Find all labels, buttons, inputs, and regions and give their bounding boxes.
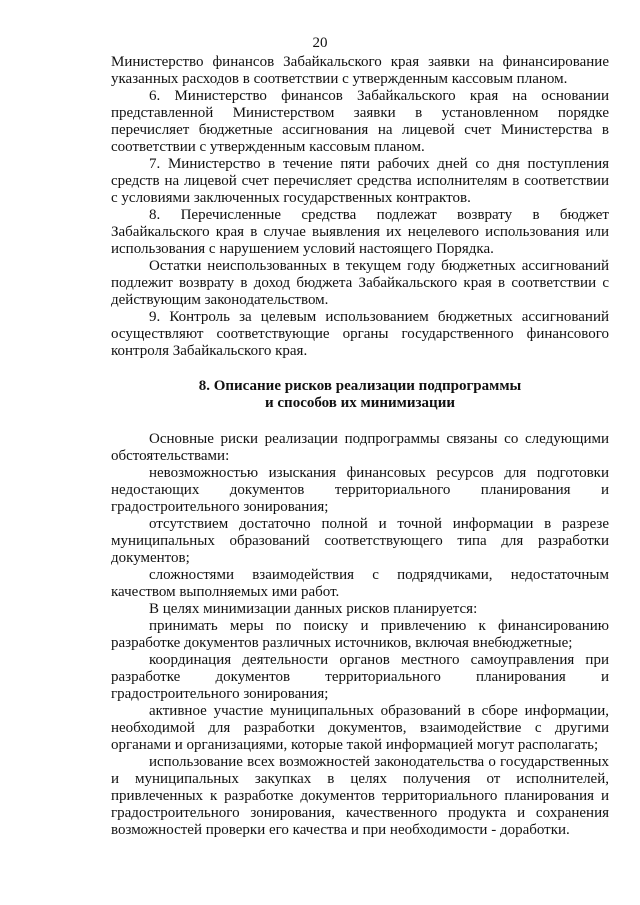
paragraph-mitigation-intro: В целях минимизации данных рисков планируется: — [149, 601, 478, 617]
paragraph-risk-3: сложностями взаимодействия с подрядчиками, недостаточным качеством выполняемых ими работ. — [111, 567, 609, 600]
paragraph-item-6: 6. Министерство финансов Забайкальского края на основании представленной Министерством заявки в установленном порядке перечисляет бюджетные ассигнования на лицевой счет Министерства в соответствии с утвержденным кассовым планом. — [111, 88, 609, 155]
paragraph-continuation: Министерство финансов Забайкальского края заявки на финансирование указанных расходов в соответствии с утвержденным кассовым планом. — [111, 54, 609, 87]
paragraph-item-8: 8. Перечисленные средства подлежат возврату в бюджет Забайкальского края в случае выявления их нецелевого использования или использования с нарушением условий настоящего Порядка. — [111, 207, 609, 257]
paragraph-remainders: Остатки неиспользованных в текущем году бюджетных ассигнований подлежит возврату в доход бюджета Забайкальского края в соответствии с действующим законодательством. — [111, 258, 609, 308]
paragraph-risk-1: невозможностью изыскания финансовых ресурсов для подготовки недостающих документов территориального планирования и градостроительного зонирования; — [111, 465, 609, 515]
paragraph-risks-intro: Основные риски реализации подпрограммы связаны со следующими обстоятельствами: — [111, 431, 609, 464]
section-heading-line-2: и способов их минимизации — [265, 395, 455, 411]
paragraph-mitigation-1: принимать меры по поиску и привлечению к финансированию разработке документов различных источников, включая внебюджетные; — [111, 618, 609, 651]
paragraph-mitigation-2: координация деятельности органов местного самоуправления при разработке документов территориального планирования и градостроительного зонирования; — [111, 652, 609, 702]
paragraph-risk-2: отсутствием достаточно полной и точной информации в разрезе муниципальных образований соответствующего типа для разработки документов; — [111, 516, 609, 566]
document-body — [111, 54, 609, 839]
section-heading-line-1: 8. Описание рисков реализации подпрограммы — [198, 378, 522, 394]
paragraph-item-7: 7. Министерство в течение пяти рабочих дней со дня поступления средств на лицевой счет перечисляет средства исполнителям в соответствии с условиями заключенных государственных контрактов. — [111, 156, 609, 206]
paragraph-mitigation-4: использование всех возможностей законодательства о государственных и муниципальных закупках в целях получения от исполнителей, привлеченных к разработке документов территориального планирования и градостроительного зонирования, качественного продукта и сохранения возможностей проверки его качества и при необходимости - доработки. — [111, 754, 609, 838]
paragraph-item-9: 9. Контроль за целевым использованием бюджетных ассигнований осуществляют соответствующие органы государственного финансового контроля Забайкальского края. — [111, 309, 609, 359]
page-number: 20 — [312, 35, 328, 51]
section-heading — [111, 378, 609, 412]
paragraph-mitigation-3: активное участие муниципальных образований в сборе информации, необходимой для разработки документов, взаимодействие с другими органами и организациями, которые такой информацией могут располагать; — [111, 703, 609, 753]
